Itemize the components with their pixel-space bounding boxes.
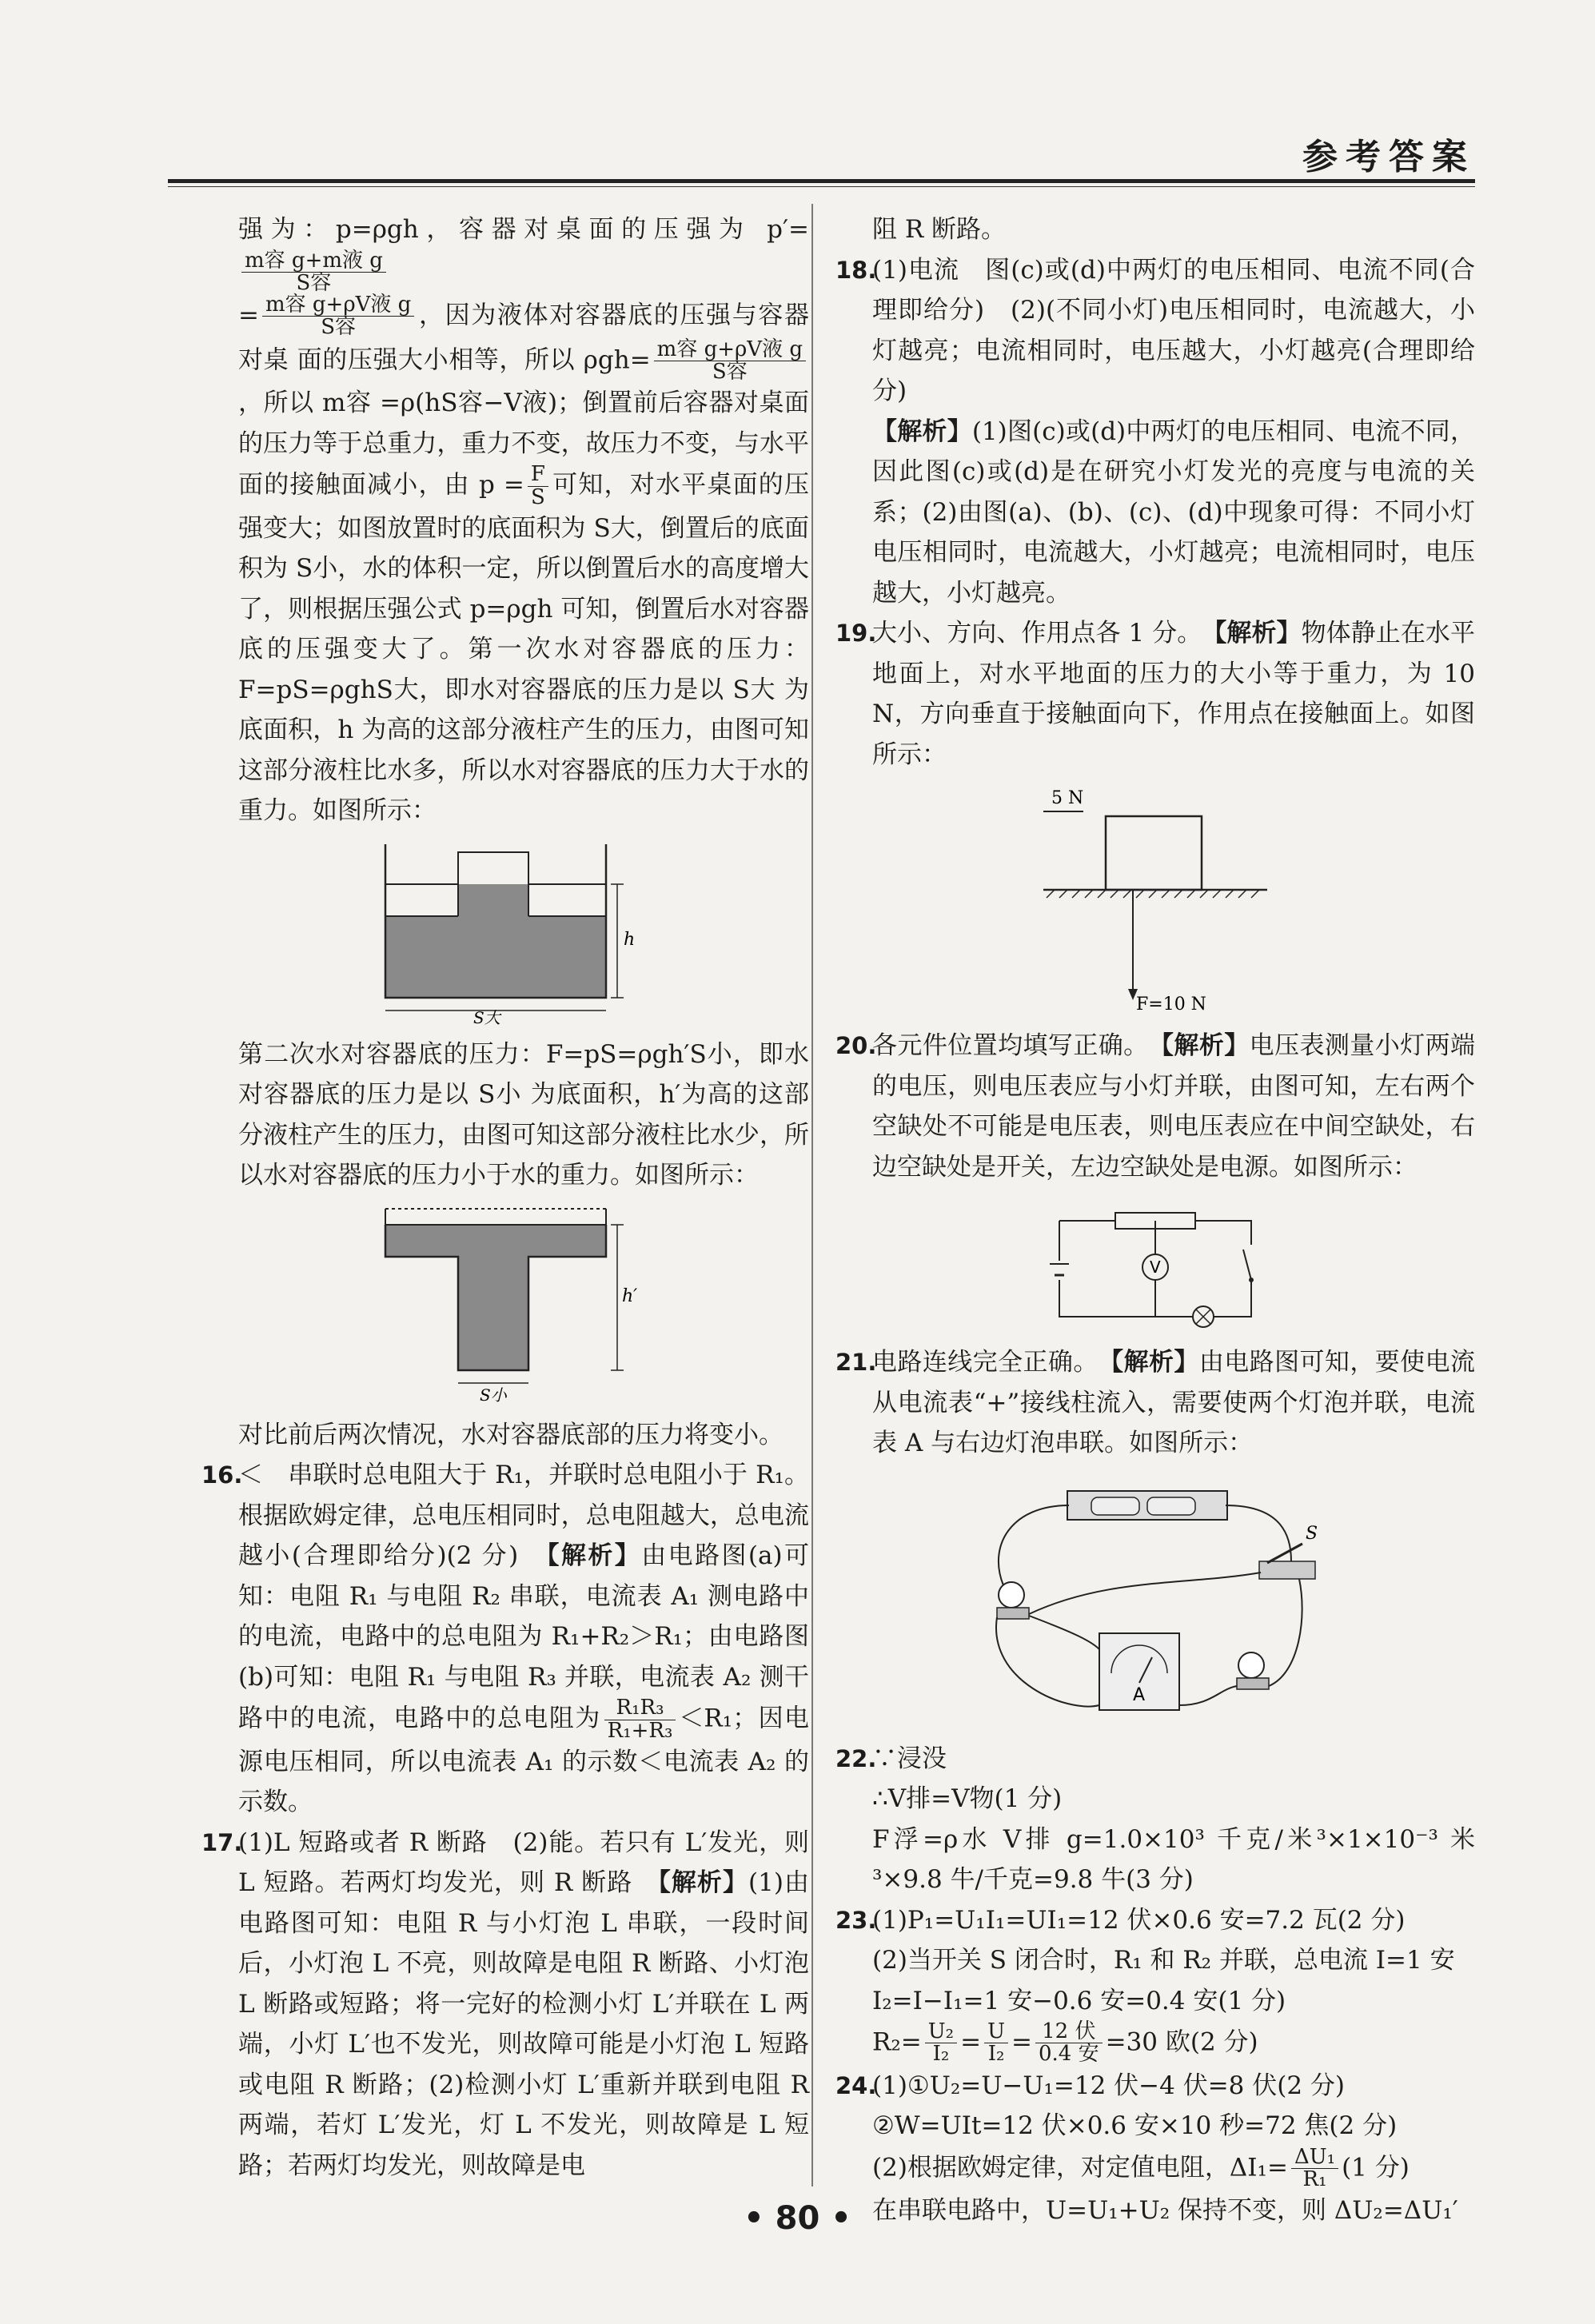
container-top — [385, 1209, 606, 1225]
numerator: U — [984, 2021, 1008, 2043]
text: 阻 R 断路。 — [872, 215, 1007, 244]
denominator: I₂ — [932, 2042, 950, 2067]
text: 由电路图(a)可知：电阻 R₁ 与电阻 R₂ 串联，电流表 A₁ 测电路中的电流，电路中的总电阻为 R₁+R₂＞R₁；由电路图(b)可知：电阻 R₁ 与电阻 R₃ 并联，电流表 A₂ 测干路中的电流，电路中的总电阻为 — [238, 1541, 810, 1733]
text: 大小、方向、作用点各 1 分。 — [872, 619, 1214, 648]
fraction — [1035, 2021, 1103, 2066]
denominator: S容 — [296, 270, 332, 295]
question-22 — [835, 1739, 1475, 1900]
question-19 — [835, 613, 1475, 775]
text: (1)①U₂=U−U₁=12 伏−4 伏=8 伏(2 分) — [872, 2071, 1346, 2100]
q15-second-case — [201, 1034, 809, 1196]
denominator: I₂ — [987, 2042, 1005, 2067]
text: ②W=UIt=12 伏×0.6 安×10 秒=72 焦(2 分) — [872, 2111, 1398, 2141]
water-neck — [458, 884, 528, 916]
wire — [1179, 1686, 1237, 1705]
ammeter-label: A — [1133, 1684, 1146, 1705]
left-column — [201, 209, 809, 2186]
numerator: ΔU₁ — [1291, 2147, 1338, 2169]
battery-cell — [1147, 1497, 1195, 1515]
question-number: 17. — [201, 1828, 243, 1856]
bulb-right — [1238, 1652, 1264, 1678]
battery-cell — [1091, 1497, 1139, 1515]
wire — [999, 1505, 1069, 1585]
text: 电压表测量小灯两端的电压，则电压表应与小灯并联，由图可知，左右两个空缺处不可能是电压表，则电压表应在中间空缺处，右边空缺处是开关，左边空缺处是电源。如图所示： — [872, 1031, 1476, 1182]
object-block — [1106, 816, 1202, 890]
answer-body — [872, 250, 1475, 614]
text: ＜R₁；因电源电压相同，所以电流表 A₁ 的示数＜电流表 A₂ 的示数。 — [238, 1704, 809, 1817]
text: 各元件位置均填写正确。 — [872, 1031, 1162, 1060]
bulb-left — [999, 1582, 1024, 1608]
analysis-tag: 【解析】 — [1214, 619, 1302, 648]
denominator: S — [530, 484, 545, 509]
question-number: 16. — [201, 1461, 243, 1489]
fraction — [984, 2021, 1008, 2066]
right-column — [835, 209, 1475, 2231]
text: 在串联电路中，U=U₁+U₂ 保持不变，则 ΔU₂=ΔU₁′ — [872, 2196, 1458, 2226]
denominator: R₁ — [1302, 2167, 1327, 2191]
text: ，因为液体对容器底的压强与容器对桌 — [238, 301, 809, 374]
text: 电路连线完全正确。 — [872, 1348, 1111, 1377]
q17-continued — [835, 209, 1475, 250]
analysis-tag: 【解析】 — [1161, 1031, 1250, 1060]
text: =ρ(hS容−V液)；倒置前后容器对桌面的压力等于总重力，重力不变，故压力不变，与水平面的接触面减小，由 p — [238, 389, 809, 500]
scale-label: 5 N — [1051, 788, 1084, 808]
fraction — [604, 1697, 676, 1742]
wire — [1226, 1505, 1291, 1561]
text: (1)P₁=U₁I₁=UI₁=12 伏×0.6 安=7.2 瓦(2 分) — [872, 1905, 1406, 1935]
switch-pivot — [1249, 1278, 1254, 1282]
denominator: S容 — [321, 315, 357, 340]
q15-continued: 强为：p=ρgh，容器对桌面的压强为 p′= $\frac{\text{m容 g+m液 g}}{\text{S容}}$ = $\frac{\text{m容 g+ρV液 g}}{\text{S容}}$ ，因为液体对容器底的压强与容器对桌 面的压强大小相等，所以 ρgh= $\frac{\text{m容 g+ρV液 g}}{\text{S容}}$ ，所以 m容 =ρ(hS容−V液)；倒置前后容器对桌面的压力等于总重力，重力不变，故压力不变，与水平面的接触面减小，由 p = $\frac{F}{S}$ 可知，对水平桌面的压强变大；如图放置时的底面积为 S大，倒置后的底面积为 S小，水的体积一定，所以倒置后水的高度增大了，则根据压强公式 p=ρgh 可知，倒置后水对容器底的压强变大了。第一次水对容器底的压力：F=pS=ρghS大，即水对容器底的压力是以 S大 为底面积，h 为高的这部分液柱产生的压力，由图可知这部分液柱比水多，所以水对容器底的压力大于水的重力。如图所示： — [238, 215, 809, 826]
text: 由电路图可知，要使电流从电流表“+”接线柱流入，需要使两个灯泡并联，电流表 A 与右边灯泡串联。如图所示： — [872, 1348, 1476, 1457]
height-label: h — [624, 929, 636, 950]
text: ＜ 串联时总电阻大于 R₁，并联时总电阻小于 R₁。根据欧姆定律，总电压相同时，总电阻越大，总电流越小(合理即给分)(2 分) — [238, 1461, 809, 1571]
force-label: F=10 N — [1136, 995, 1206, 1015]
question-16 — [201, 1455, 809, 1823]
switch-label: S — [1306, 1523, 1318, 1544]
text: ，所以 m容 — [238, 389, 372, 418]
figure-physical-circuit — [979, 1473, 1331, 1729]
fraction — [241, 250, 386, 295]
water-neck — [458, 1257, 528, 1370]
fraction — [262, 294, 414, 339]
water-body — [385, 916, 606, 998]
numerator: F — [528, 464, 548, 486]
text: ∵浸没 — [872, 1744, 947, 1773]
numerator: m容 g+m液 g — [241, 250, 386, 273]
answer-body — [872, 1900, 1475, 2066]
question-18 — [835, 250, 1475, 614]
question-20 — [835, 1026, 1475, 1187]
text: 面的压强大小相等，所以 ρgh= — [297, 345, 651, 374]
question-number: 19. — [835, 620, 877, 647]
bulb-left-base — [997, 1608, 1029, 1619]
wire — [996, 1617, 1099, 1707]
text: 物体静止在水平地面上，对水平地面的压力的大小等于重力，为 10 N，方向垂直于接触面向下，作用点在接触面上。如图所示： — [872, 619, 1475, 769]
figure-container-inverted — [369, 1206, 641, 1405]
text: (1)由电路图可知：电阻 R 与小灯泡 L 串联，一段时间后，小灯泡 L 不亮，则故障是电阻 R 断路、小灯泡 L 断路或短路；将一完好的检测小灯 L′并联在 L 两端，小灯 L′也不发光，则故障可能是小灯泡 L 短路或电阻 R 断路；(2)检测小灯 L′重新并联到电阻 R 两端，若灯 L′发光，灯 L 不发光，则故障是 L 短路；若两灯均发光，则故障是电 — [238, 1868, 809, 2180]
answer-body — [238, 1823, 809, 2186]
wire — [1269, 1579, 1302, 1686]
question-number: 22. — [835, 1744, 877, 1772]
fraction — [925, 2021, 957, 2066]
bulb-right-base — [1237, 1678, 1269, 1689]
voltmeter-label: V — [1150, 1258, 1161, 1277]
water-top — [385, 1225, 606, 1257]
question-21 — [835, 1342, 1475, 1464]
text: (2)根据欧姆定律，对定值电阻，ΔI₁= — [872, 2152, 1288, 2182]
text: (1)电流 图(c)或(d)中两灯的电压相同、电流不同(合理即给分) (2)(不同小灯)电压相同时，电流越大，小灯越亮；电流相同时，电压越大，小灯越亮(合理即给分) — [872, 255, 1475, 405]
denominator: 0.4 安 — [1038, 2042, 1099, 2067]
question-number: 23. — [835, 1906, 877, 1934]
column-divider — [811, 204, 813, 2186]
analysis-tag: 【解析】 — [547, 1541, 642, 1571]
text: (1)L 短路或者 R 断路 (2)能。若只有 L′发光，则 L 短路。若两灯均发光，则 R 断路 — [238, 1828, 809, 1898]
text: = — [960, 2027, 982, 2057]
text: 第二次水对容器底的压力：F=pS=ρgh′S小，即水对容器底的压力是以 S小 为底面积，h′为高的这部分液柱产生的压力，由图可知这部分液柱比水少，所以水对容器底的压力小于水的重力。如图所示： — [238, 1039, 809, 1190]
header-rule — [168, 179, 1475, 183]
figure-pressure-force — [1027, 784, 1283, 1016]
text: = — [1011, 2027, 1032, 2057]
ground-hatch — [1047, 890, 1259, 898]
text: (2)当开关 S 闭合时，R₁ 和 R₂ 并联，总电流 I=1 安 — [872, 1946, 1455, 1975]
question-23 — [835, 1900, 1475, 2066]
text: (1 分) — [1342, 2152, 1410, 2182]
question-number: 18. — [835, 256, 877, 284]
denominator: R₁+R₃ — [607, 1718, 673, 1743]
header-rule-thin — [168, 186, 1475, 187]
text: 强为：p=ρgh，容器对桌面的压强为 p′= — [238, 215, 809, 244]
answer-body — [872, 1026, 1475, 1187]
fraction — [1291, 2144, 1338, 2191]
height-label: h′ — [622, 1286, 638, 1306]
answer-body — [872, 1739, 1475, 1900]
text: (1)图(c)或(d)中两灯的电压相同、电流不同，因此图(c)或(d)是在研究小灯发光的亮度与电流的关系；(2)由图(a)、(b)、(c)、(d)中现象可得：不同小灯电压相同时，电流越大，小灯越亮；电流相同时，电压越大，小灯越亮。 — [872, 417, 1476, 608]
numerator: U₂ — [925, 2021, 957, 2043]
wire — [1029, 1616, 1099, 1649]
switch-knife — [1267, 1544, 1302, 1563]
area-label: S大 — [473, 1007, 500, 1025]
area-label: S小 — [480, 1385, 507, 1405]
figure-container-upright — [369, 841, 641, 1025]
text: 可知，对水平桌面的压强变大；如图放置时的底面积为 S大，倒置后的底面积为 S小，水的体积一定，所以倒置后水的高度增大了，则根据压强公式 p=ρgh 可知，倒置后水对容器底的压强变大了。第一次水对容器底的压力：F=pS=ρghS大，即水对容器底的压力是以 S大 为底面积，h 为高的这部分液柱产生的压力，由图可知这部分液柱比水多，所以水对容器底的压力大于水的重力。如图所示： — [238, 470, 809, 826]
question-17 — [201, 1823, 809, 2186]
text: =30 欧(2 分) — [1105, 2027, 1258, 2057]
text: 对比前后两次情况，水对容器底部的压力将变小。 — [238, 1420, 784, 1449]
answer-body — [872, 1342, 1475, 1464]
analysis-tag: 【解析】 — [872, 417, 972, 446]
question-number: 21. — [835, 1349, 877, 1376]
analysis-tag: 【解析】 — [658, 1868, 749, 1898]
fraction — [528, 464, 548, 508]
analysis-tag: 【解析】 — [1111, 1348, 1199, 1377]
text: ∴V排=V物(1 分) — [872, 1784, 1063, 1813]
denominator: S容 — [712, 359, 748, 384]
wire — [1029, 1573, 1261, 1614]
numerator: m容 g+ρV液 g — [262, 294, 414, 317]
page-header-title: 参考答案 — [1302, 137, 1475, 177]
answer-body — [872, 613, 1475, 775]
text: F浮=ρ水 V排 g=1.0×10³ 千克/米³×1×10⁻³ 米³×9.8 牛/千克=9.8 牛(3 分) — [872, 1824, 1475, 1894]
text: I₂=I−I₁=1 安−0.6 安=0.4 安(1 分) — [872, 1986, 1286, 2015]
question-number: 24. — [835, 2071, 877, 2099]
numerator: m容 g+ρV液 g — [654, 339, 806, 361]
numerator: 12 伏 — [1035, 2021, 1103, 2043]
figure-circuit-diagram — [1043, 1197, 1267, 1333]
fraction — [654, 339, 806, 384]
answer-body — [238, 1455, 809, 1823]
page-number: • 80 • — [744, 2200, 851, 2237]
question-number: 20. — [835, 1032, 877, 1059]
switch-base — [1259, 1561, 1315, 1579]
text: R₂= — [872, 2027, 922, 2057]
numerator: R₁R₃ — [604, 1697, 676, 1720]
q15-conclusion — [201, 1415, 809, 1456]
